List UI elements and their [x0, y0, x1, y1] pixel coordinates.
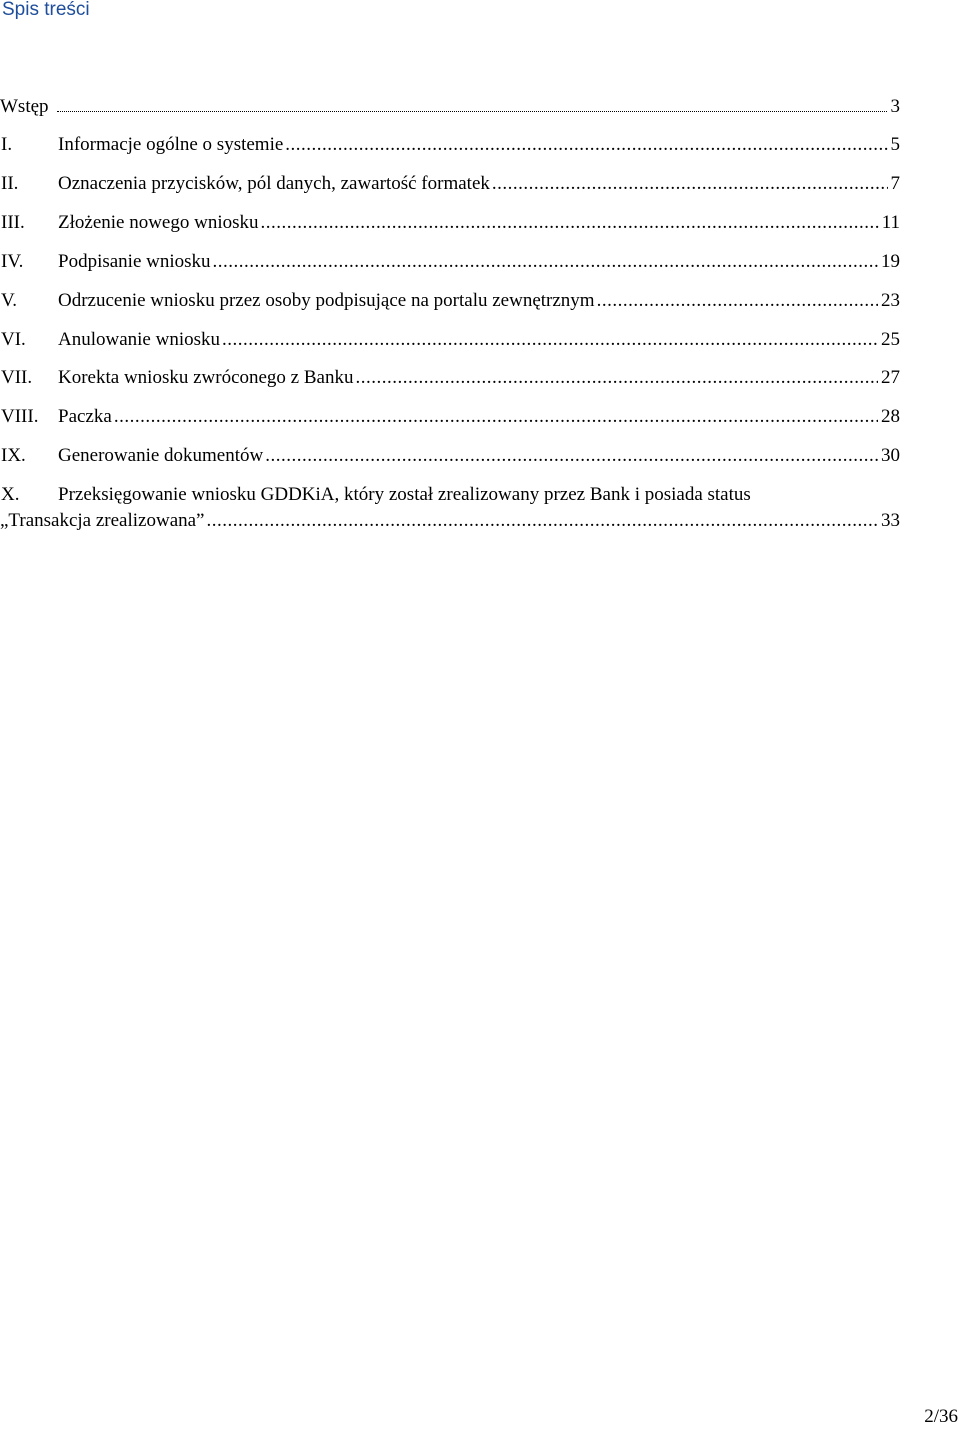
toc-entry-page: 28 — [881, 406, 900, 427]
toc-leader — [492, 171, 888, 197]
toc-leader — [57, 110, 887, 112]
toc-entry-8[interactable] — [0, 404, 900, 430]
toc-entry-page: 5 — [890, 134, 900, 155]
toc-entry-page: 19 — [881, 251, 900, 272]
toc-title: Spis treści — [2, 0, 90, 20]
toc-entry-number: VII. — [1, 367, 33, 388]
page-number: 2/36 — [924, 1406, 958, 1427]
toc-entry-number: II. — [1, 173, 19, 194]
toc-leader — [114, 404, 878, 430]
toc-entry-label: Paczka — [58, 406, 112, 427]
toc-entry-number: VI. — [1, 329, 26, 350]
toc-leader — [261, 210, 879, 236]
toc-entry-3[interactable] — [0, 210, 900, 236]
toc-entry-label-continued: „Transakcja zrealizowana” — [0, 510, 205, 531]
toc-entry-2[interactable] — [0, 171, 900, 197]
toc-entry-intro[interactable] — [0, 94, 900, 120]
toc-entry-page: 11 — [881, 212, 900, 233]
toc-entry-6[interactable] — [0, 327, 900, 353]
toc-entry-page: 33 — [881, 510, 900, 531]
toc-entry-label: Podpisanie wniosku — [58, 251, 211, 272]
toc-entry-page: 25 — [881, 329, 900, 350]
toc-entry-label: Oznaczenia przycisków, pól danych, zawartość formatek — [58, 173, 490, 194]
toc-entry-page: 3 — [890, 96, 900, 117]
toc-leader — [285, 132, 887, 158]
toc-entry-label: Korekta wniosku zwróconego z Banku — [58, 367, 354, 388]
toc-entry-label: Anulowanie wniosku — [58, 329, 221, 350]
toc-entry-4[interactable] — [0, 249, 900, 275]
toc-entry-number: I. — [1, 134, 13, 155]
toc-entry-label: Przeksięgowanie wniosku GDDKiA, który został zrealizowany przez Bank i posiada status — [58, 484, 751, 505]
toc-leader — [265, 443, 878, 469]
toc-entry-label: Wstęp — [0, 96, 49, 117]
toc-entry-label: Złożenie nowego wniosku — [58, 212, 259, 233]
toc-entry-number: IV. — [1, 251, 24, 272]
toc-entry-page: 30 — [881, 445, 900, 466]
toc-entry-label: Generowanie dokumentów — [58, 445, 264, 466]
toc-entry-label: Informacje ogólne o systemie — [58, 134, 284, 155]
toc-leader — [222, 327, 878, 353]
toc-leader — [597, 288, 878, 314]
toc-entry-number: X. — [1, 484, 20, 505]
toc-entry-9[interactable] — [0, 443, 900, 469]
toc-entry-1[interactable] — [0, 132, 900, 158]
toc-leader — [355, 365, 878, 391]
toc-entry-number: IX. — [1, 445, 26, 466]
toc-entry-number: VIII. — [1, 406, 39, 427]
toc-leader — [213, 249, 878, 275]
toc-entry-5[interactable] — [0, 288, 900, 314]
toc-entry-10[interactable] — [0, 482, 900, 534]
toc-entry-page: 27 — [881, 367, 900, 388]
toc-entry-page: 7 — [890, 173, 900, 194]
toc-entry-number: III. — [1, 212, 25, 233]
toc-entry-7[interactable] — [0, 365, 900, 391]
toc-entry-page: 23 — [881, 290, 900, 311]
toc-entry-number: V. — [1, 290, 18, 311]
toc-leader — [207, 508, 879, 534]
toc-entry-label: Odrzucenie wniosku przez osoby podpisujące na portalu zewnętrznym — [58, 290, 595, 311]
